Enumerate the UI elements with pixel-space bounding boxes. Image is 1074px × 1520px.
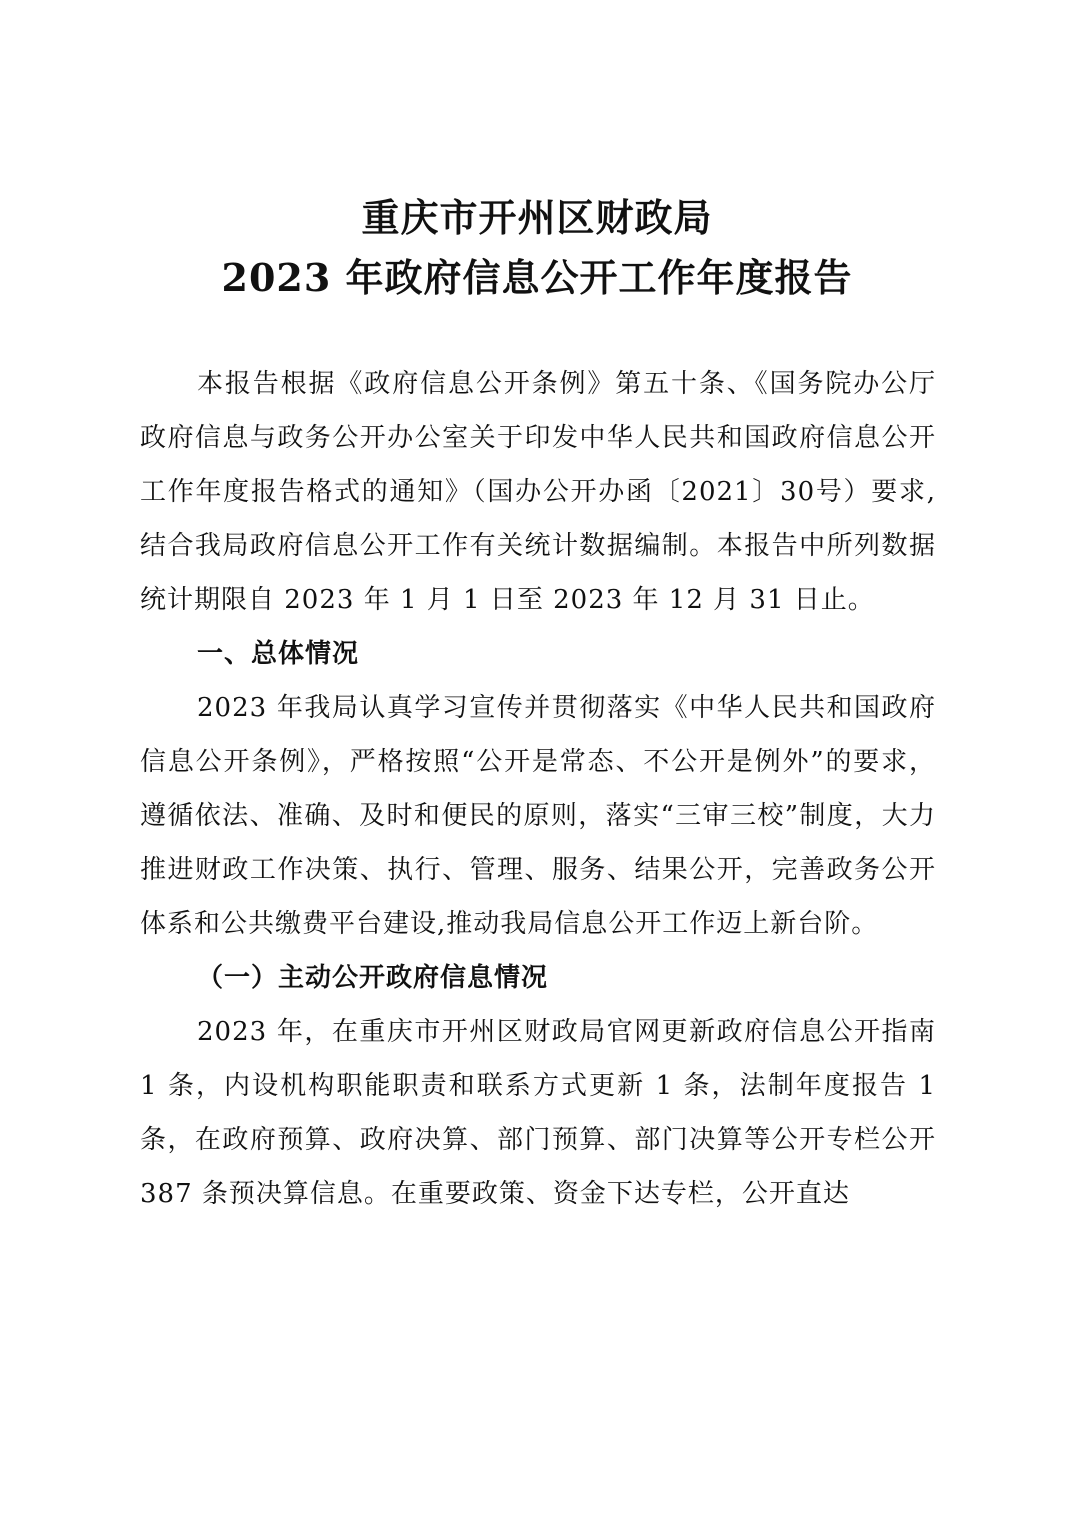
document-body — [140, 357, 936, 1221]
proactive-disclosure-paragraph: 2023 年，在重庆市开州区财政局官网更新政府信息公开指南 1 条，内设机构职能职责和联系方式更新 1 条，法制年度报告 1 条，在政府预算、政府决算、部门预算、部门决算等公开专栏公开 387 条预决算信息。在重要政策、资金下达专栏，公开直达 — [140, 1017, 936, 1209]
subsection-heading-proactive-disclosure: （一）主动公开政府信息情况 — [197, 963, 549, 993]
overview-paragraph: 2023 年我局认真学习宣传并贯彻落实《中华人民共和国政府信息公开条例》，严格按照“公开是常态、不公开是例外”的要求，遵循依法、准确、及时和便民的原则，落实“三审三校”制度，大力推进财政工作决策、执行、管理、服务、结果公开，完善政务公开体系和公共缴费平台建设,推动我局信息公开工作迈上新台阶。 — [140, 693, 936, 939]
intro-paragraph: 本报告根据《政府信息公开条例》第五十条、《国务院办公厅政府信息与政务公开办公室关于印发中华人民共和国政府信息公开工作年度报告格式的通知》（国办公开办函〔2021〕30号）要求,结合我局政府信息公开工作有关统计数据编制。本报告中所列数据统计期限自 2023 年 1 月 1 日至 2023 年 12 月 31 日止。 — [140, 369, 936, 615]
document-title-line-2: 2023 年政府信息公开工作年度报告 — [221, 255, 853, 300]
document-title-line-1: 重庆市开州区财政局 — [361, 195, 713, 240]
section-heading-overview: 一、总体情况 — [197, 639, 360, 669]
